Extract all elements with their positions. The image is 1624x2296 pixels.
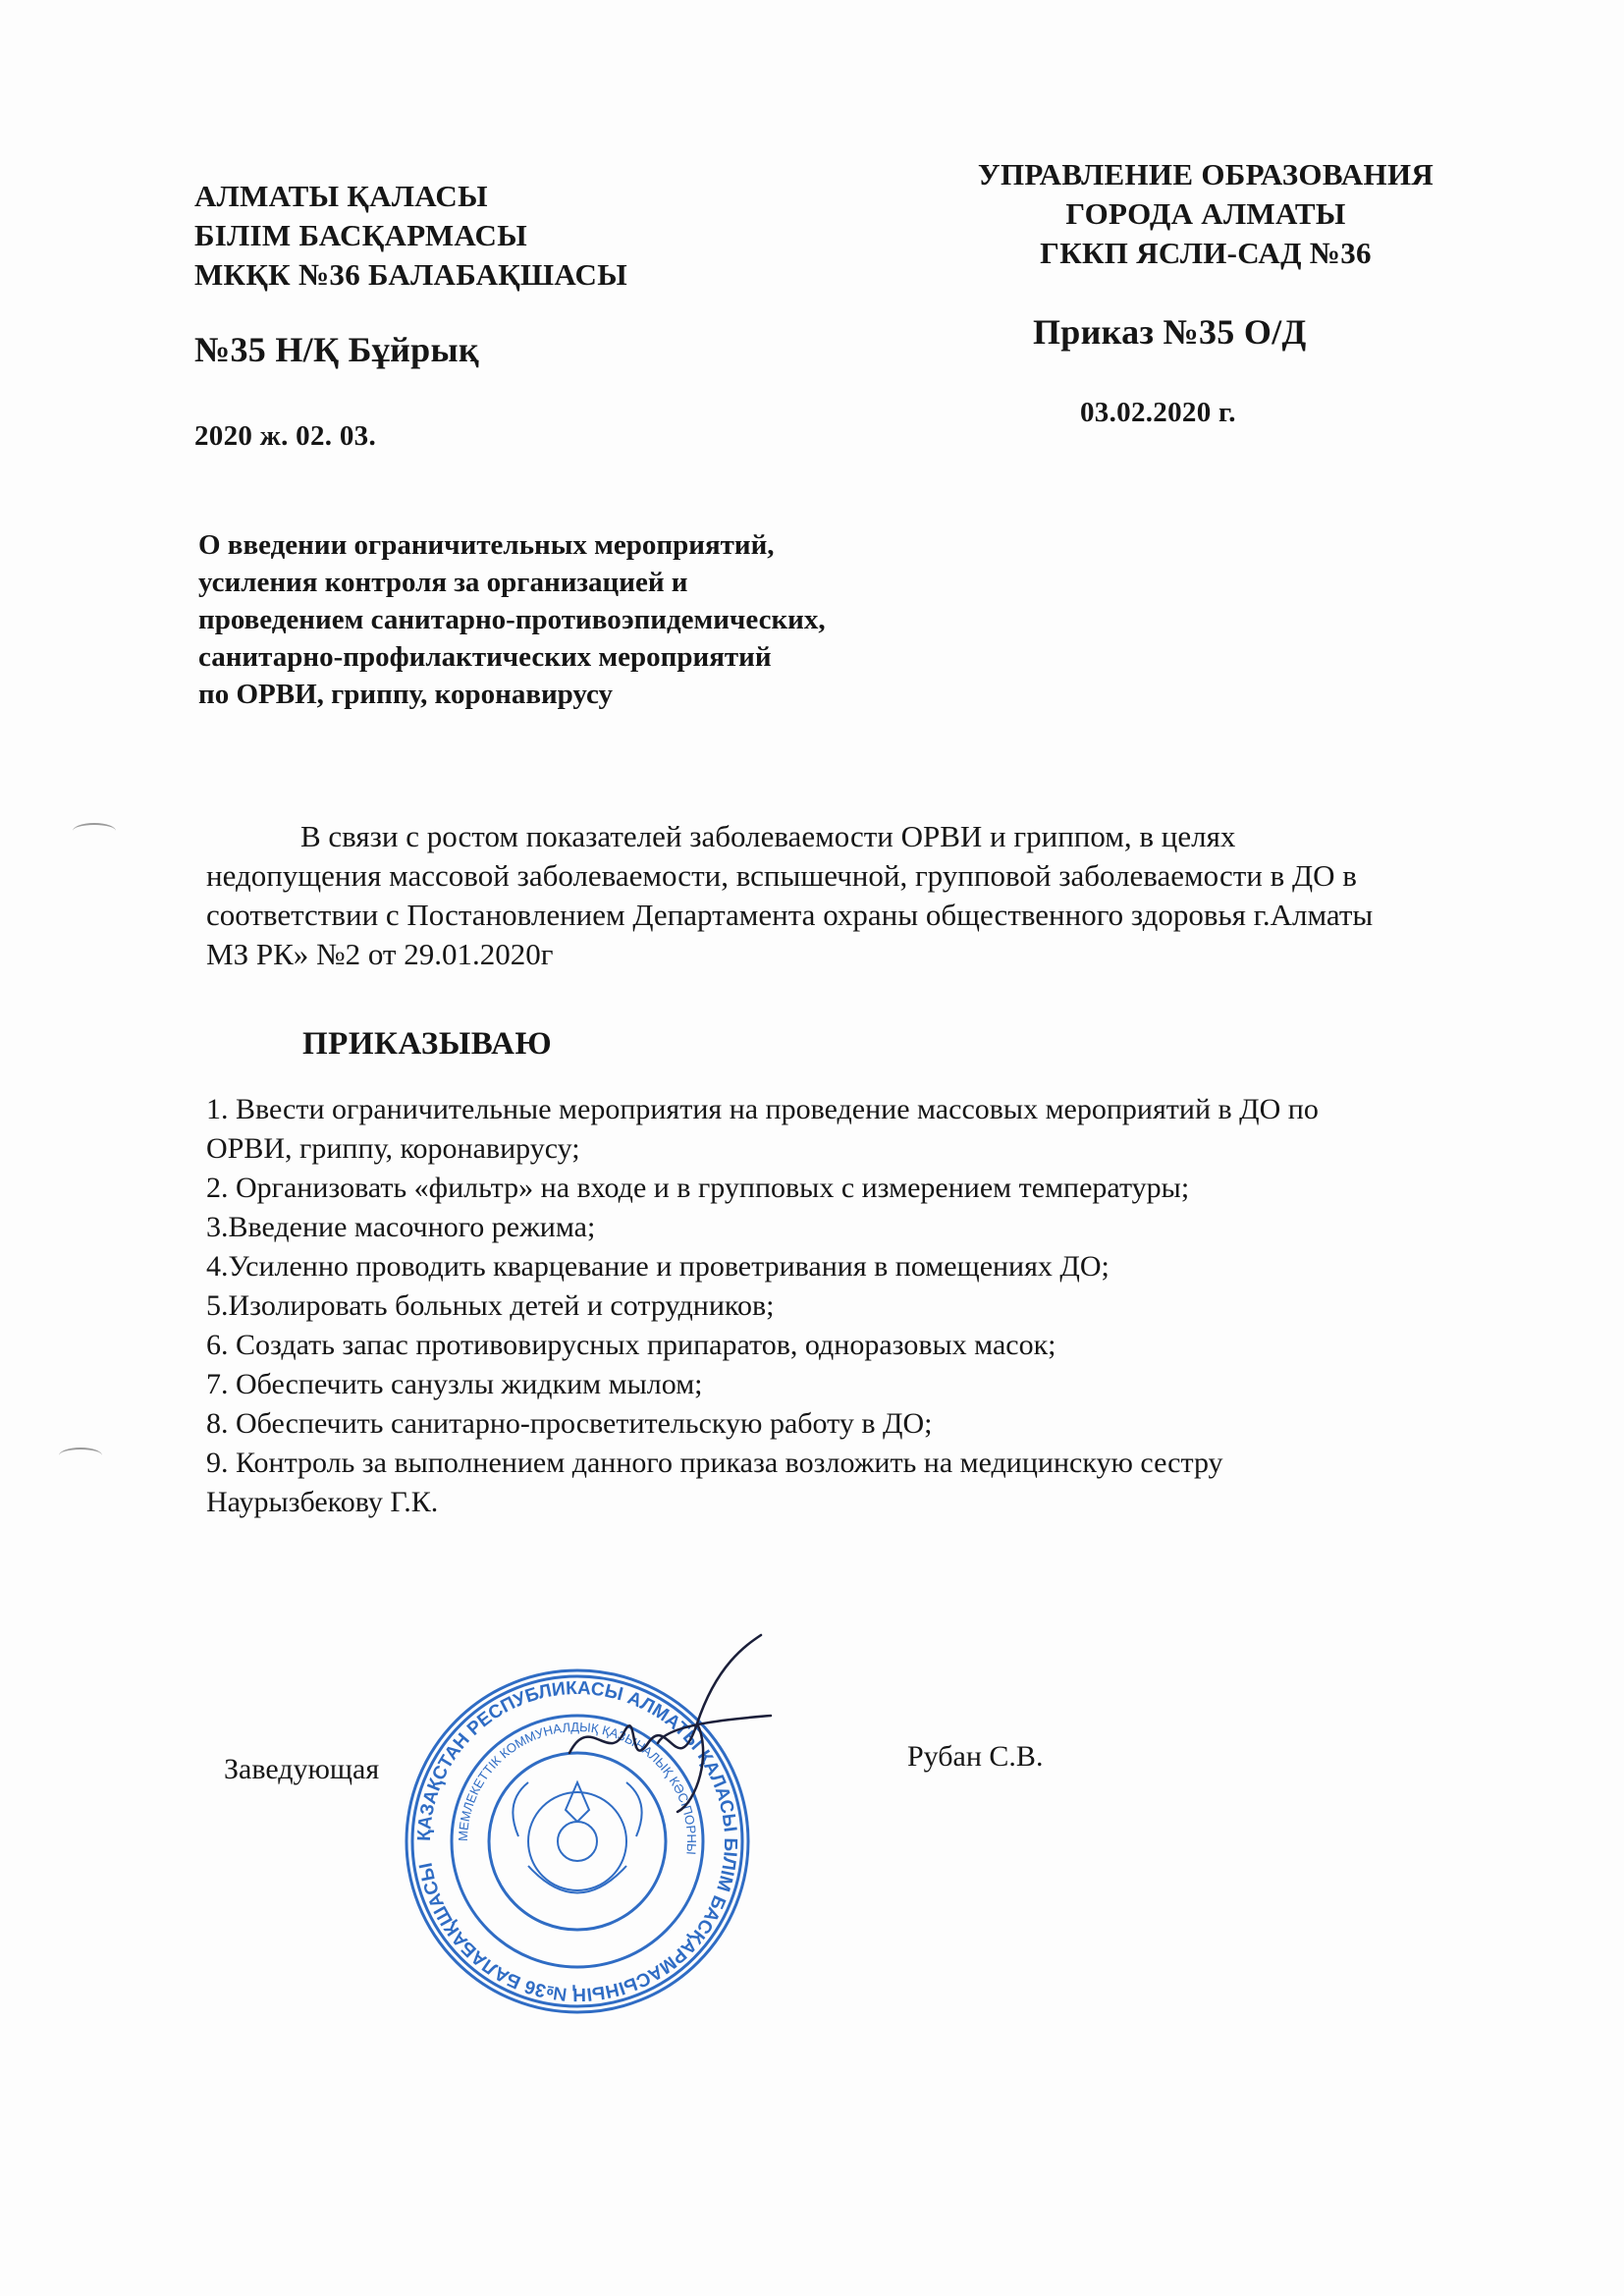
punch-hole-mark: [59, 1448, 102, 1463]
preamble-line: В связи с ростом показателей заболеваемости ОРВИ и гриппом, в целях: [300, 819, 1236, 853]
kazakh-header-line: АЛМАТЫ ҚАЛАСЫ: [194, 179, 488, 213]
order-item: 4.Усиленно проводить кварцевание и проветривания в помещениях ДО;: [206, 1250, 1110, 1283]
order-keyword: ПРИКАЗЫВАЮ: [302, 1026, 553, 1062]
russian-header-line: ГОРОДА АЛМАТЫ: [1065, 196, 1346, 231]
russian-order-date: 03.02.2020 г.: [1080, 397, 1236, 428]
kazakh-header-line: МКҚК №36 БАЛАБАҚШАСЫ: [194, 257, 627, 292]
kazakh-organization-header: [194, 177, 627, 295]
subject-line: санитарно-профилактических мероприятий: [198, 641, 772, 673]
russian-organization-header: [950, 155, 1461, 273]
russian-header-line: УПРАВЛЕНИЕ ОБРАЗОВАНИЯ: [977, 157, 1435, 191]
kazakh-header-line: БІЛІМ БАСҚАРМАСЫ: [194, 218, 527, 252]
subject-line: по ОРВИ, гриппу, коронавирусу: [198, 679, 614, 710]
order-item: Наурызбекову Г.К.: [206, 1486, 439, 1518]
order-subject: [198, 526, 826, 713]
stamp-outer-text: ҚАЗАҚСТАН РЕСПУБЛИКАСЫ АЛМАТЫ ҚАЛАСЫ БІЛІМ БАСҚАРМАСЫНЫҢ №36 БАЛАБАҚШАСЫ: [413, 1677, 741, 2005]
subject-line: проведением санитарно-противоэпидемических,: [198, 604, 826, 635]
punch-hole-mark: [73, 823, 116, 839]
subject-line: усиления контроля за организацией и: [198, 567, 688, 598]
stamp-inner-text: МЕМЛЕКЕТТІК КОММУНАЛДЫҚ ҚАЗЫНАЛЫҚ КӘСІПОРНЫ: [455, 1719, 700, 1856]
order-item: 8. Обеспечить санитарно-просветительскую работу в ДО;: [206, 1407, 933, 1440]
order-item: 9. Контроль за выполнением данного приказа возложить на медицинскую сестру: [206, 1447, 1223, 1479]
order-item: 2. Организовать «фильтр» на входе и в групповых с измерением температуры;: [206, 1172, 1190, 1204]
order-item: ОРВИ, гриппу, коронавирусу;: [206, 1132, 580, 1165]
preamble-line: МЗ РК» №2 от 29.01.2020г: [206, 937, 554, 971]
preamble-line: недопущения массовой заболеваемости, вспышечной, групповой заболеваемости в ДО в: [206, 858, 1357, 893]
signer-name: Рубан С.В.: [907, 1740, 1044, 1773]
order-items-list: [206, 1090, 1483, 1522]
order-item: 1. Ввести ограничительные мероприятия на проведение массовых мероприятий в ДО по: [206, 1093, 1319, 1125]
russian-header-line: ГККП ЯСЛИ-САД №36: [1040, 236, 1372, 270]
russian-order-number: Приказ №35 О/Д: [1033, 312, 1307, 352]
order-item: 7. Обеспечить санузлы жидким мылом;: [206, 1368, 703, 1400]
order-item: 3.Введение масочного режима;: [206, 1211, 596, 1243]
kazakh-order-number: №35 Н/Қ Бұйрық: [194, 330, 479, 369]
preamble-paragraph: [206, 817, 1473, 974]
order-item: 5.Изолировать больных детей и сотрудников;: [206, 1289, 775, 1322]
preamble-line: соответствии с Постановлением Департамента охраны общественного здоровья г.Алматы: [206, 898, 1374, 932]
subject-line: О введении ограничительных мероприятий,: [198, 529, 775, 561]
kazakh-order-date: 2020 ж. 02. 03.: [194, 420, 377, 452]
order-item: 6. Создать запас противовирусных припаратов, одноразовых масок;: [206, 1329, 1056, 1361]
handwritten-signature-icon: [550, 1625, 785, 1822]
signer-position: Заведующая: [224, 1753, 380, 1785]
